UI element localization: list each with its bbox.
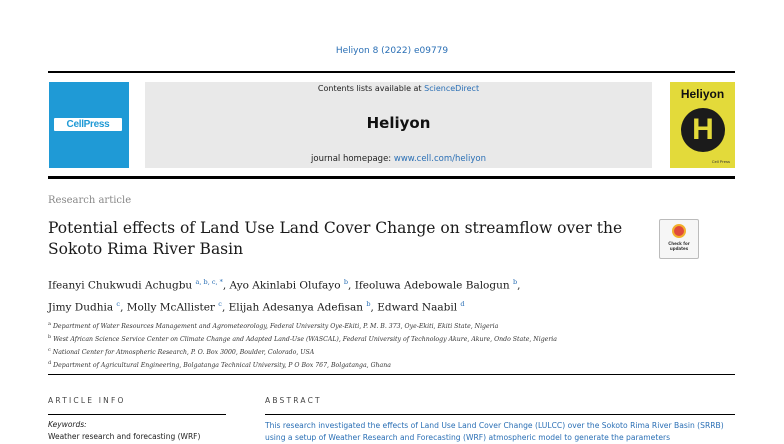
author-name[interactable]: Elijah Adesanya Adefisan bbox=[228, 301, 364, 313]
abstract-heading: ABSTRACT bbox=[265, 396, 322, 405]
author-affil-sup[interactable]: b bbox=[343, 278, 349, 286]
check-updates-icon bbox=[672, 224, 686, 238]
affiliation-item: $^b$ West African Science Service Center on Climate Change and Adapted Land-Use (WASCAL), Federal University of Technology Akure, Akure, Ondo State, Nigeria bbox=[48, 334, 557, 344]
article-type: Research article bbox=[48, 195, 132, 206]
affiliation-item: $^c$ National Center for Atmospheric Research, P. O. Box 3000, Boulder, Colorado, USA bbox=[48, 347, 315, 357]
journal-citation: Heliyon 8 (2022) e09779 bbox=[335, 46, 449, 56]
keyword-item[interactable]: Weather research and forecasting (WRF) bbox=[48, 432, 201, 441]
contents-line bbox=[145, 84, 652, 93]
abstract-text: This research investigated the effects of Land Use Land Cover Change (LULCC) over the Sokoto Rima River Basin (SRRB) using a setup of Weather Research and Forecasting (WRF) atmospheric model to generate the parameters bbox=[265, 421, 724, 442]
homepage-prefix: journal homepage: bbox=[311, 154, 394, 164]
homepage-link[interactable]: www.cell.com/heliyon bbox=[393, 154, 486, 164]
author-affil-sup[interactable]: b bbox=[366, 299, 371, 308]
check-updates-line1: Check for bbox=[668, 241, 690, 246]
header-bottom-rule bbox=[48, 176, 735, 179]
homepage-line bbox=[145, 154, 652, 164]
journal-header-box bbox=[145, 82, 652, 168]
keywords-label: Keywords: bbox=[48, 420, 87, 429]
article-title: Potential effects of Land Use Land Cover Change on streamflow over the Sokoto Rima River Basin bbox=[48, 219, 623, 258]
article-info-heading: ARTICLE INFO bbox=[48, 396, 126, 405]
affiliation-item: $^a$ Department of Water Resources Management and Agrometeorology, Federal University Oye-Ekiti, P. M. B. 373, Oye-Ekiti, Ekiti State, Nigeria bbox=[48, 321, 499, 331]
journal-name: Heliyon bbox=[366, 114, 431, 132]
author-name[interactable]: Edward Naabil bbox=[377, 301, 458, 313]
cellpress-logo: CellPress bbox=[54, 118, 122, 131]
author-name[interactable]: Ifeoluwa Adebowale Balogun bbox=[354, 279, 510, 292]
sciencedirect-link[interactable]: ScienceDirect bbox=[424, 84, 480, 93]
author-affil-sup[interactable]: a, b, c, * bbox=[195, 278, 223, 286]
article-info-rule bbox=[48, 414, 226, 415]
author-name[interactable]: Jimy Dudhia bbox=[48, 301, 114, 313]
author-affil-sup[interactable]: b bbox=[512, 278, 518, 286]
author-name[interactable]: Molly McAllister bbox=[126, 301, 215, 313]
author-list: Ifeanyi Chukwudi Achugbu $^{a, b, c, *}$, Ayo Akinlabi Olufayo $^b$, Ifeoluwa Adebowale Balogun $^b$, Jimy Dudhia $^c$, Molly McAllister $^c$, Elijah Adesanya Adefisan $^b$, Edward Naabil $^d$ bbox=[48, 278, 521, 313]
author-name[interactable]: Ifeanyi Chukwudi Achugbu bbox=[48, 279, 193, 292]
affiliation-list bbox=[48, 319, 738, 371]
check-for-updates-button[interactable] bbox=[659, 219, 699, 259]
author-affil-sup[interactable]: c bbox=[218, 299, 222, 308]
author-name[interactable]: Ayo Akinlabi Olufayo bbox=[229, 279, 341, 292]
cellpress-logo-block[interactable] bbox=[49, 82, 129, 168]
affiliation-item: $^d$ Department of Agricultural Engineering, Bolgatanga Technical University, P O Box 767, Bolgatanga, Ghana bbox=[48, 360, 391, 370]
header-top-rule bbox=[48, 71, 735, 73]
heliyon-h-logo-icon: H bbox=[681, 108, 725, 152]
contents-prefix: Contents lists available at bbox=[317, 84, 425, 93]
author-affil-sup[interactable]: d bbox=[460, 299, 465, 308]
check-updates-label bbox=[660, 241, 698, 251]
cover-footer: Cell Press bbox=[711, 159, 730, 164]
cover-title: Heliyon bbox=[680, 87, 725, 101]
heliyon-cover-image[interactable] bbox=[670, 82, 735, 168]
affiliation-divider bbox=[48, 374, 735, 375]
author-affil-sup[interactable]: c bbox=[116, 299, 121, 308]
abstract-rule bbox=[265, 414, 735, 415]
check-updates-line2: updates bbox=[669, 246, 689, 251]
